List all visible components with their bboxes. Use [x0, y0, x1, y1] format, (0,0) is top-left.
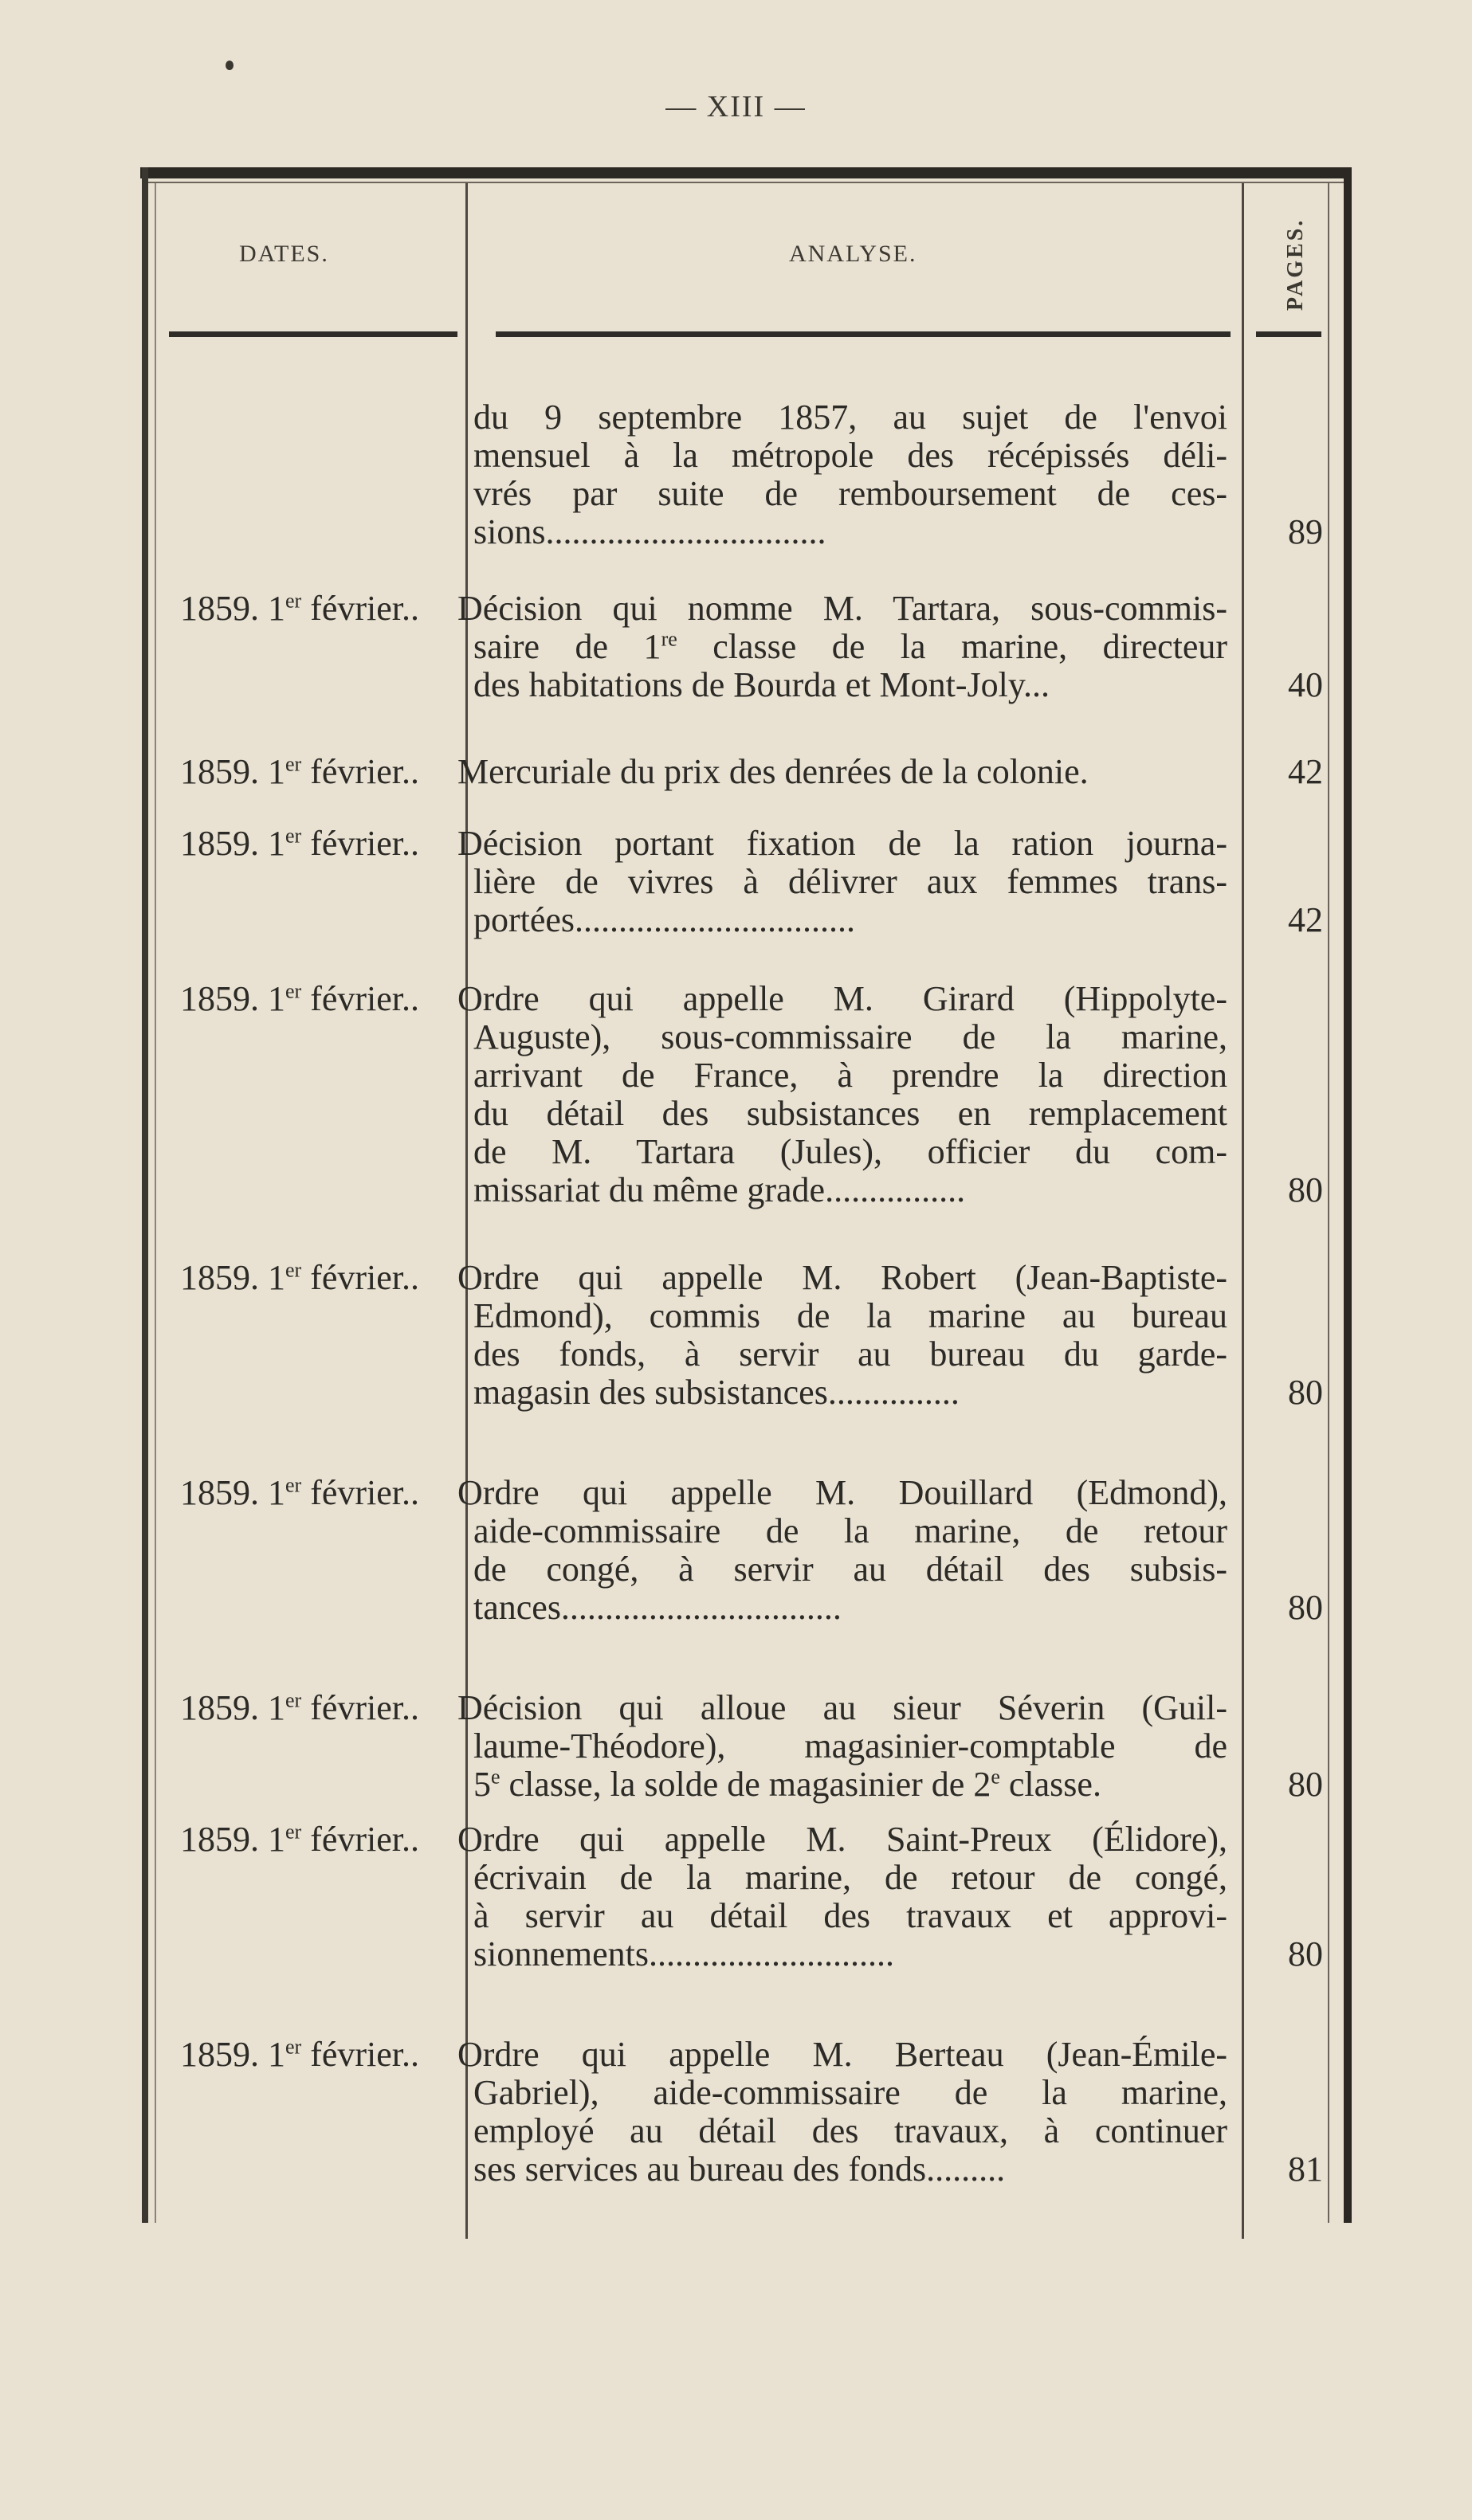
entry-line: aide-commissaire de la marine, de retour	[473, 1511, 1227, 1550]
table-left-border	[142, 167, 148, 2223]
table-top-rule	[140, 167, 1350, 178]
entry-date: 1859. 1er février..	[180, 1258, 420, 1297]
entry-page-number: 80	[1288, 1588, 1323, 1627]
entry-line: Décision portant fixation de la ration journa-	[457, 824, 1227, 863]
entry-line: magasin des subsistances...............	[473, 1373, 960, 1412]
entry-line: des habitations de Bourda et Mont-Joly...	[473, 665, 1050, 704]
entry-line: Gabriel), aide-commissaire de la marine,	[473, 2073, 1227, 2112]
table-right-inner-border	[1328, 183, 1329, 2223]
entry-analysis	[457, 752, 1227, 791]
header-rule-analyse	[496, 331, 1231, 337]
entry-date: 1859. 1er février..	[180, 2035, 420, 2074]
entry-line: Ordre qui appelle M. Girard (Hippolyte-	[457, 979, 1227, 1018]
table-top-thin-rule	[148, 182, 1344, 183]
entry-line: arrivant de France, à prendre la direction	[473, 1056, 1227, 1095]
entry-line: ses services au bureau des fonds.........	[473, 2150, 1006, 2189]
entry-analysis	[457, 589, 1228, 704]
entry-page-number: 80	[1288, 1373, 1323, 1412]
entry-line: portées................................	[473, 900, 856, 939]
entry-line: de M. Tartara (Jules), officier du com-	[473, 1132, 1227, 1171]
entry-line: Ordre qui appelle M. Berteau (Jean-Émile-	[457, 2035, 1227, 2074]
header-rule-dates	[169, 331, 457, 337]
entry-page-number: 42	[1288, 752, 1323, 791]
entry-date: 1859. 1er février..	[180, 979, 420, 1018]
entry-page-number: 40	[1288, 665, 1323, 704]
entry-page-number: 80	[1288, 1934, 1323, 1973]
entry-date: 1859. 1er février..	[180, 1820, 420, 1859]
entry-analysis	[473, 398, 1227, 551]
entry-line: à servir au détail des travaux et approvi-	[473, 1896, 1227, 1935]
entry-analysis	[457, 1473, 1227, 1627]
entry-line: mensuel à la métropole des récépissés déli-	[473, 436, 1227, 475]
entry-line: missariat du même grade................	[473, 1170, 966, 1209]
entry-page-number: 89	[1288, 512, 1323, 551]
entry-analysis	[457, 1820, 1227, 1973]
entry-line: laume-Théodore), magasinier-comptable de	[473, 1726, 1227, 1766]
entry-analysis	[457, 979, 1227, 1209]
entry-date: 1859. 1er février..	[180, 1688, 420, 1727]
entry-line: employé au détail des travaux, à continuer	[473, 2111, 1227, 2150]
entry-line: Mercuriale du prix des denrées de la colonie.	[457, 752, 1089, 791]
entry-analysis	[457, 2035, 1227, 2189]
entry-page-number: 42	[1288, 900, 1323, 939]
entry-date: 1859. 1er février..	[180, 1473, 420, 1512]
index-table	[159, 183, 1331, 2223]
entry-line: vrés par suite de remboursement de ces-	[473, 474, 1227, 513]
entry-line: Ordre qui appelle M. Douillard (Edmond),	[457, 1473, 1227, 1512]
entry-line: sionnements............................	[473, 1934, 894, 1973]
entry-analysis	[457, 824, 1227, 939]
entry-line: sions................................	[473, 512, 826, 551]
entry-line: du détail des subsistances en remplacement	[473, 1094, 1227, 1133]
entry-line: écrivain de la marine, de retour de congé,	[473, 1858, 1227, 1897]
entry-line: Décision qui alloue au sieur Séverin (Guil-	[457, 1688, 1227, 1727]
entry-line: des fonds, à servir au bureau du garde-	[473, 1334, 1227, 1374]
entry-date: 1859. 1er février..	[180, 589, 420, 628]
entry-date: 1859. 1er février..	[180, 824, 420, 863]
entry-line: saire de 1re classe de la marine, directeur	[473, 627, 1228, 666]
entry-page-number: 80	[1288, 1765, 1323, 1804]
entry-line: Décision qui nomme M. Tartara, sous-commis-	[457, 589, 1227, 628]
entry-line: Ordre qui appelle M. Saint-Preux (Élidore),	[457, 1820, 1227, 1859]
table-left-inner-border	[155, 183, 156, 2223]
header-dates: DATES.	[239, 241, 329, 267]
entry-line: Ordre qui appelle M. Robert (Jean-Baptiste-	[457, 1258, 1227, 1297]
entry-line: Auguste), sous-commissaire de la marine,	[473, 1017, 1227, 1056]
entry-line: Edmond), commis de la marine au bureau	[473, 1296, 1227, 1335]
entry-line: du 9 septembre 1857, au sujet de l'envoi	[473, 398, 1227, 437]
page-folio: — XIII —	[665, 90, 807, 123]
table-right-border	[1344, 167, 1352, 2223]
entry-line: de congé, à servir au détail des subsis-	[473, 1550, 1227, 1589]
entry-page-number: 80	[1288, 1170, 1323, 1209]
entry-page-number: 81	[1288, 2150, 1323, 2189]
column-divider-dates	[465, 183, 468, 2239]
entry-line: lière de vivres à délivrer aux femmes trans-	[473, 862, 1227, 901]
entry-line: tances................................	[473, 1588, 842, 1627]
entry-line: 5e classe, la solde de magasinier de 2e classe.	[473, 1765, 1101, 1804]
entry-analysis	[457, 1258, 1227, 1412]
header-rule-pages	[1256, 331, 1321, 337]
header-analyse: ANALYSE.	[789, 241, 917, 267]
entry-date: 1859. 1er février..	[180, 752, 420, 791]
header-pages: PAGES.	[1283, 218, 1308, 311]
column-divider-pages	[1242, 183, 1244, 2239]
ink-spot	[226, 61, 234, 70]
entry-analysis	[457, 1688, 1227, 1804]
